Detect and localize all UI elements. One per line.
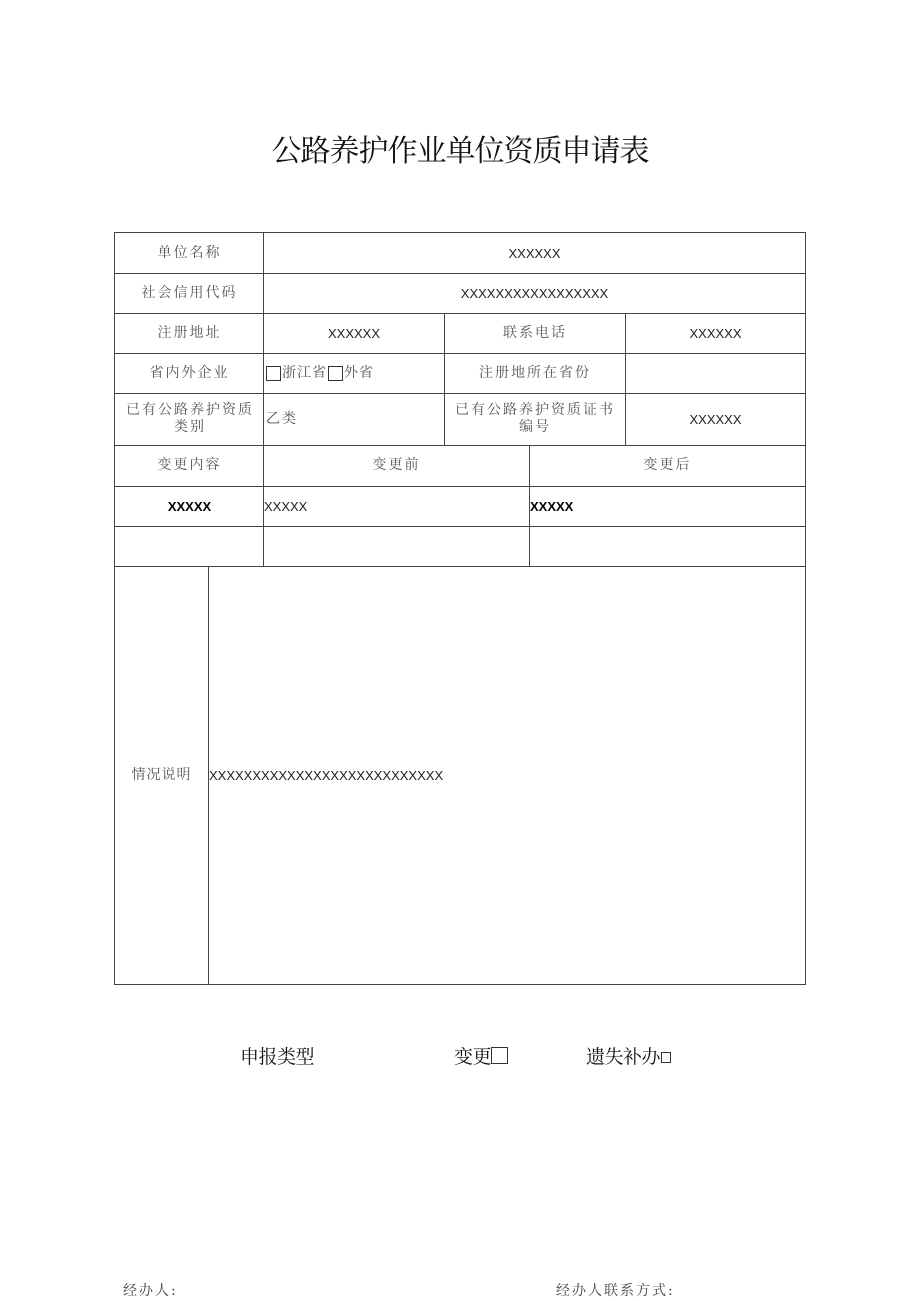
address-value: XXXXXX (327, 325, 381, 341)
before-change-header: 变更前 (372, 457, 421, 473)
handler-label: 经办人: (123, 1283, 178, 1299)
page-title: 公路养护作业单位资质申请表 (271, 134, 649, 169)
cert-no-value: XXXXXX (689, 411, 742, 427)
handler-contact-label: 经办人联系方式: (556, 1283, 675, 1299)
enterprise-origin-label: 省内外企业 (149, 364, 230, 381)
apply-type-change-option[interactable] (454, 1042, 509, 1069)
credit-code-value: XXXXXXXXXXXXXXXXX (460, 285, 609, 301)
apply-type-replace-checkbox[interactable] (661, 1052, 671, 1063)
change-before-1: XXXXX (264, 498, 308, 514)
apply-type-change-label: 变更 (454, 1046, 492, 1068)
change-content-label: 变更内容 (157, 457, 222, 473)
apply-type-replace-option[interactable] (586, 1042, 671, 1069)
qual-type-label: 已有公路养护资质类别 (126, 402, 254, 435)
after-change-header: 变更后 (643, 457, 692, 473)
option-out-of-province-label: 外省 (344, 364, 374, 381)
unit-name-label: 单位名称 (157, 244, 222, 261)
change-item-1: XXXXX (167, 498, 212, 514)
change-after-2 (530, 526, 805, 566)
remarks-value: XXXXXXXXXXXXXXXXXXXXXXXXXXX (209, 767, 444, 783)
phone-label: 联系电话 (503, 324, 567, 341)
qual-type-value: 乙类 (266, 410, 298, 427)
change-after-1: XXXXX (530, 498, 574, 514)
checkbox-zhejiang[interactable] (266, 366, 281, 381)
reg-province-label: 注册地所在省份 (479, 364, 591, 381)
apply-type-change-checkbox[interactable] (491, 1047, 508, 1064)
apply-type-label: 申报类型 (240, 1046, 315, 1068)
apply-type-replace-label: 遗失补办 (586, 1046, 661, 1068)
phone-value: XXXXXX (689, 325, 742, 341)
address-label: 注册地址 (157, 324, 222, 341)
change-item-2 (115, 526, 264, 566)
unit-name-value: XXXXXX (508, 245, 561, 261)
change-before-2 (264, 526, 529, 566)
reg-province-value (626, 353, 805, 393)
cert-no-label: 已有公路养护资质证书编号 (455, 402, 615, 435)
application-form-table (114, 232, 806, 985)
credit-code-label: 社会信用代码 (141, 284, 238, 301)
option-zhejiang-label: 浙江省 (282, 364, 327, 381)
enterprise-origin-options (266, 353, 444, 393)
checkbox-out-of-province[interactable] (328, 366, 343, 381)
remarks-label: 情况说明 (131, 766, 192, 783)
